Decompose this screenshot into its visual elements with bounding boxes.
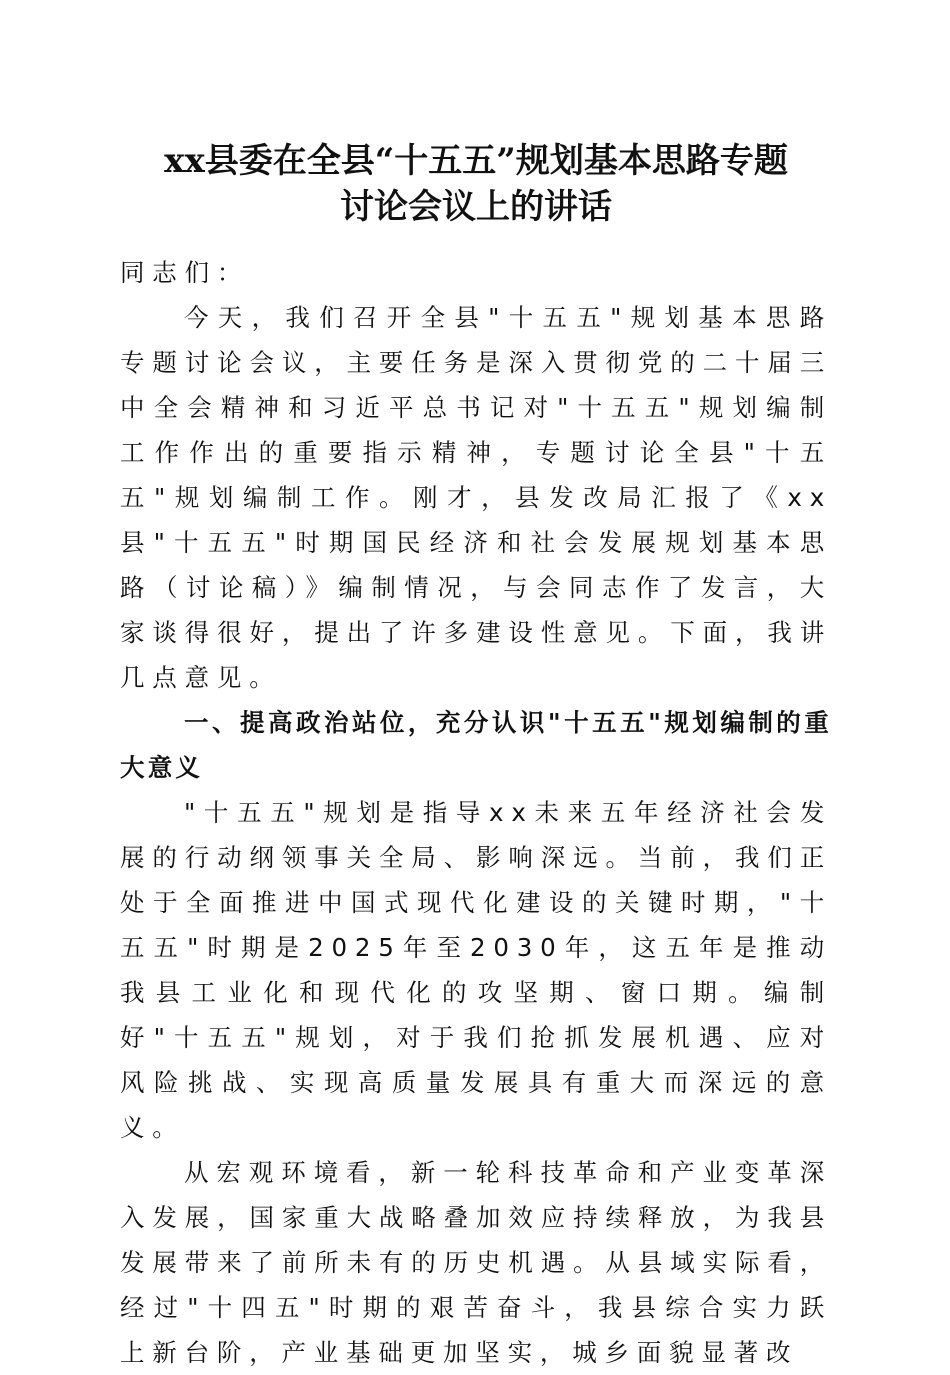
document-body	[120, 250, 832, 1375]
title-line-2: 讨论会议上的讲话	[340, 187, 612, 227]
paragraph-macro-environment: 从宏观环境看，新一轮科技革命和产业变革深入发展，国家重大战略叠加效应持续释放，为我县发展带来了前所未有的历史机遇。从县域实际看，经过"十四五"时期的艰苦奋斗，我县综合实力跃上新台阶，产业基础更加坚实，城乡面貌显著改	[120, 1158, 832, 1367]
salutation: 同志们：	[120, 258, 250, 287]
paragraph-intro: 今天，我们召开全县"十五五"规划基本思路专题讨论会议，主要任务是深入贯彻党的二十届三中全会精神和习近平总书记对"十五五"规划编制工作作出的重要指示精神，专题讨论全县"十五五"规划编制工作。刚才，县发改局汇报了《xx县"十五五"时期国民经济和社会发展规划基本思路（讨论稿）》编制情况，与会同志作了发言，大家谈得很好，提出了许多建设性意见。下面，我讲几点意见。	[120, 303, 832, 692]
section-heading-1: 一、提高政治站位，充分认识"十五五"规划编制的重大意义	[120, 708, 832, 782]
title-line-1: xx县委在全县“十五五”规划基本思路专题	[164, 141, 788, 181]
paragraph-significance: "十五五"规划是指导xx未来五年经济社会发展的行动纲领事关全局、影响深远。当前，我们正处于全面推进中国式现代化建设的关键时期，"十五五"时期是2025年至2030年，这五年是推动我县工业化和现代化的攻坚期、窗口期。编制好"十五五"规划，对于我们抢抓发展机遇、应对风险挑战、实现高质量发展具有重大而深远的意义。	[120, 798, 832, 1142]
document-title	[120, 138, 832, 230]
